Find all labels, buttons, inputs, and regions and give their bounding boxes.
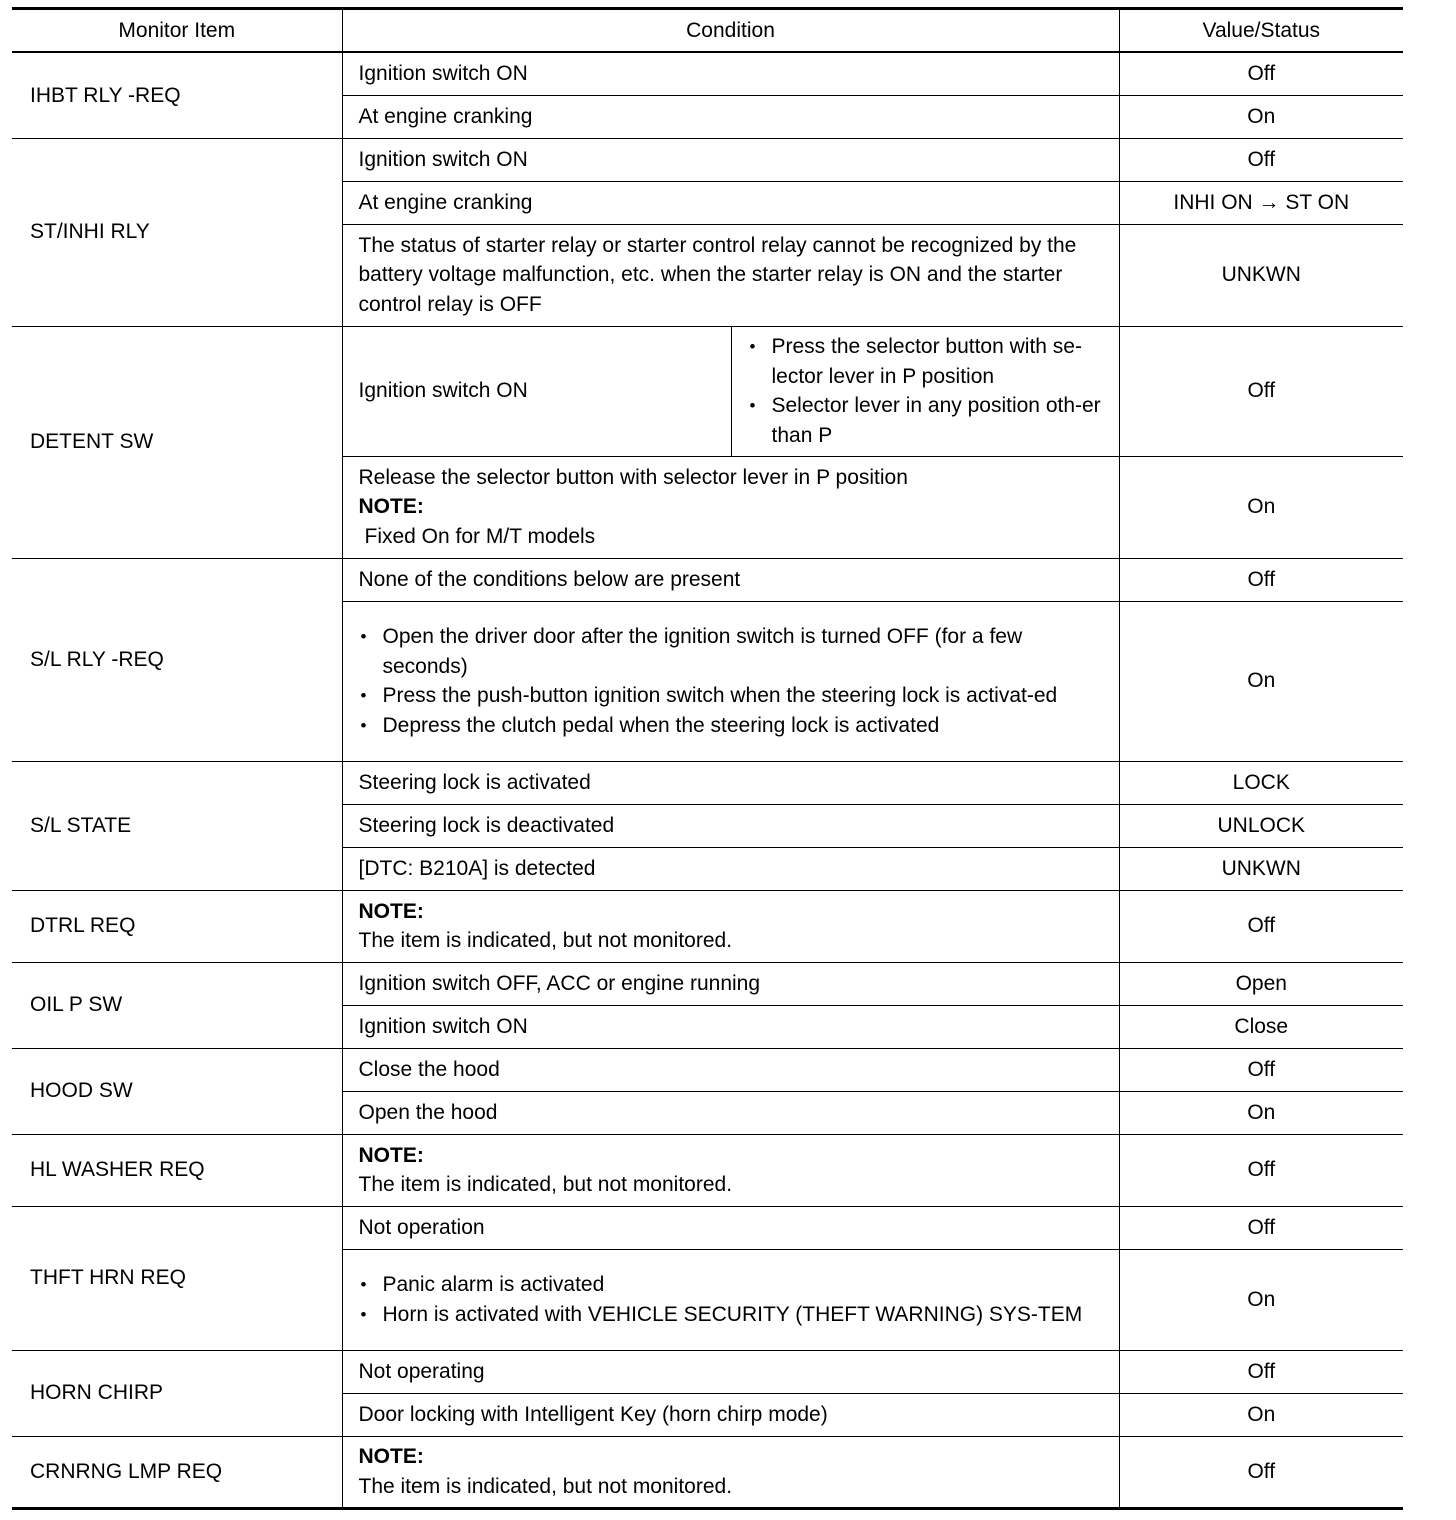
table-row — [12, 1206, 1403, 1249]
sub-condition-cell — [731, 326, 1119, 456]
condition-cell: Open the hood — [342, 1091, 1119, 1134]
value-cell: Off — [1119, 1350, 1403, 1393]
table-row — [12, 52, 1403, 95]
value-cell: UNLOCK — [1119, 804, 1403, 847]
note-text: The item is indicated, but not monitored. — [358, 1173, 733, 1196]
condition-cell: Ignition switch OFF, ACC or engine running — [342, 962, 1119, 1005]
monitor-item-cell: OIL P SW — [12, 962, 342, 1048]
condition-cell — [342, 1436, 1119, 1508]
condition-text: Release the selector button with selector lever in P position — [358, 465, 908, 489]
table-row — [12, 761, 1403, 804]
monitor-item-cell: THFT HRN REQ — [12, 1206, 342, 1350]
monitor-item-cell: ST/INHI RLY — [12, 138, 342, 326]
monitor-item-cell: DTRL REQ — [12, 890, 342, 962]
monitor-item-table — [12, 7, 1403, 1510]
table-row — [12, 1048, 1403, 1091]
note-label: NOTE: — [358, 899, 424, 923]
condition-cell: At engine cranking — [342, 181, 1119, 224]
condition-cell — [342, 1134, 1119, 1206]
header-monitor-item: Monitor Item — [12, 9, 342, 53]
monitor-item-cell: IHBT RLY -REQ — [12, 52, 342, 138]
value-cell: On — [1119, 1249, 1403, 1350]
list-item: • Press the push-button ignition switch when the steering lock is activat-ed — [359, 681, 1109, 711]
condition-cell: Ignition switch ON — [342, 52, 1119, 95]
value-cell: Off — [1119, 326, 1403, 456]
condition-cell: Close the hood — [342, 1048, 1119, 1091]
table-row — [12, 1134, 1403, 1206]
value-cell: Off — [1119, 52, 1403, 95]
bullet-list — [748, 332, 1105, 450]
table-row — [12, 890, 1403, 962]
value-cell: INHI ON → ST ON — [1119, 181, 1403, 224]
value-cell: LOCK — [1119, 761, 1403, 804]
condition-cell: Door locking with Intelligent Key (horn chirp mode) — [342, 1393, 1119, 1436]
condition-cell: Ignition switch ON — [342, 1005, 1119, 1048]
table-row — [12, 326, 1403, 456]
condition-cell: At engine cranking — [342, 95, 1119, 138]
value-cell: UNKWN — [1119, 224, 1403, 326]
value-cell: On — [1119, 1091, 1403, 1134]
note-text: The item is indicated, but not monitored. — [358, 1474, 733, 1498]
bullet-list — [359, 1270, 1109, 1329]
value-cell: Off — [1119, 1048, 1403, 1091]
monitor-item-cell: HOOD SW — [12, 1048, 342, 1134]
table-header-row — [12, 9, 1403, 53]
monitor-item-cell: S/L STATE — [12, 761, 342, 890]
monitor-item-cell: HORN CHIRP — [12, 1350, 342, 1436]
value-cell: On — [1119, 601, 1403, 761]
value-cell: Open — [1119, 962, 1403, 1005]
list-item: • Press the selector button with se-lector lever in P position — [748, 332, 1105, 391]
list-item: • Horn is activated with VEHICLE SECURITY (THEFT WARNING) SYS-TEM — [359, 1300, 1109, 1330]
value-cell: Off — [1119, 138, 1403, 181]
monitor-item-document — [12, 7, 1403, 1510]
value-cell: Off — [1119, 1134, 1403, 1206]
value-cell: On — [1119, 456, 1403, 558]
value-cell: Off — [1119, 1206, 1403, 1249]
table-row — [12, 1436, 1403, 1508]
condition-cell: Ignition switch ON — [342, 138, 1119, 181]
list-item: • Panic alarm is activated — [359, 1270, 1109, 1300]
condition-cell: Steering lock is activated — [342, 761, 1119, 804]
table-row — [12, 138, 1403, 181]
value-cell: Off — [1119, 1436, 1403, 1508]
value-cell: On — [1119, 1393, 1403, 1436]
value-cell: Off — [1119, 558, 1403, 601]
note-label: NOTE: — [358, 495, 424, 519]
header-condition: Condition — [342, 9, 1119, 53]
condition-cell: The status of starter relay or starter control relay cannot be recognized by the battery voltage malfunction, etc. when the starter relay is ON and the starter control relay is OFF — [342, 224, 1119, 326]
condition-cell — [342, 1249, 1119, 1350]
value-cell: UNKWN — [1119, 847, 1403, 890]
bullet-list — [359, 622, 1109, 740]
note-label: NOTE: — [358, 1445, 424, 1468]
condition-cell: Not operation — [342, 1206, 1119, 1249]
condition-cell: [DTC: B210A] is detected — [342, 847, 1119, 890]
condition-cell: None of the conditions below are present — [342, 558, 1119, 601]
condition-cell: Ignition switch ON — [342, 326, 731, 456]
table-row — [12, 558, 1403, 601]
monitor-item-cell: S/L RLY -REQ — [12, 558, 342, 761]
value-cell: On — [1119, 95, 1403, 138]
note-text: The item is indicated, but not monitored. — [358, 929, 733, 952]
list-item: • Depress the clutch pedal when the steering lock is activated — [359, 711, 1109, 741]
header-value-status: Value/Status — [1119, 9, 1403, 53]
condition-cell — [342, 601, 1119, 761]
list-item: • Selector lever in any position oth-er than P — [748, 391, 1105, 450]
condition-cell: Steering lock is deactivated — [342, 804, 1119, 847]
note-text: Fixed On for M/T models — [364, 524, 596, 548]
condition-cell: Not operating — [342, 1350, 1119, 1393]
monitor-item-cell: HL WASHER REQ — [12, 1134, 342, 1206]
monitor-item-cell: CRNRNG LMP REQ — [12, 1436, 342, 1508]
note-label: NOTE: — [358, 1143, 424, 1167]
value-cell: Off — [1119, 890, 1403, 962]
value-cell: Close — [1119, 1005, 1403, 1048]
list-item: • Open the driver door after the ignition switch is turned OFF (for a few seconds) — [359, 622, 1109, 681]
table-row — [12, 1350, 1403, 1393]
condition-cell — [342, 456, 1119, 558]
monitor-item-cell: DETENT SW — [12, 326, 342, 558]
table-row — [12, 962, 1403, 1005]
condition-cell — [342, 890, 1119, 962]
